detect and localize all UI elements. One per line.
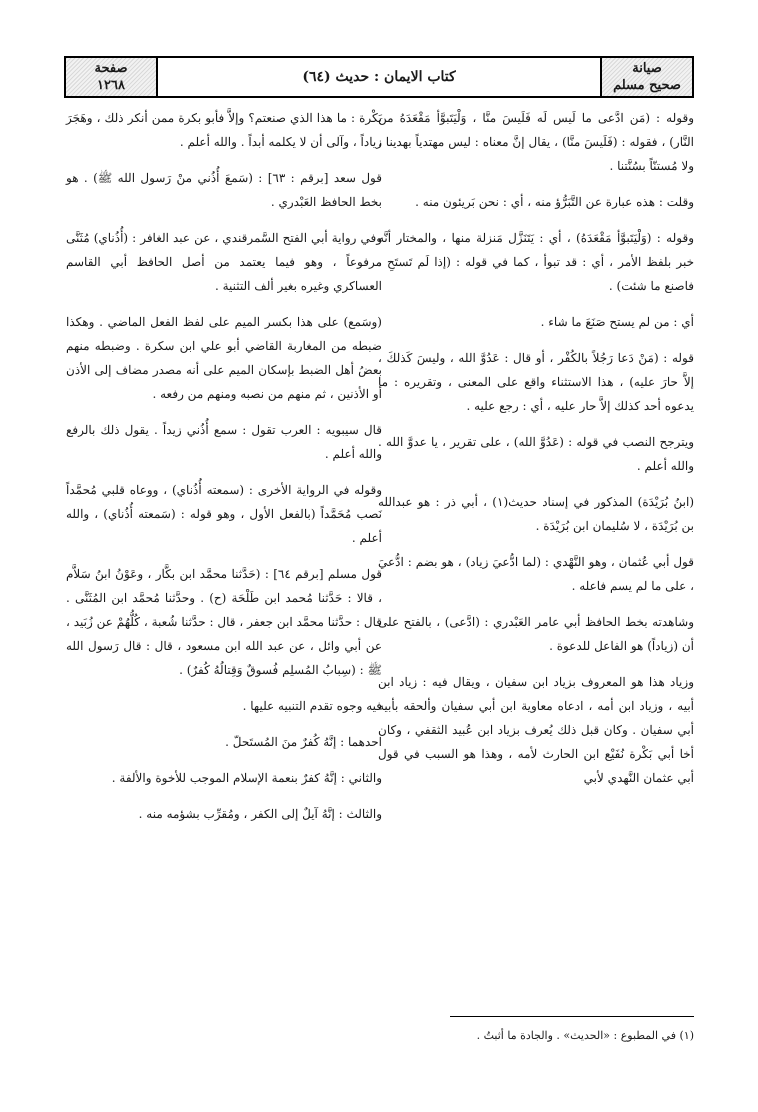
running-header <box>64 56 694 98</box>
paragraph: (وسَمع) على هذا بكسر الميم على لفظ الفعل الماضي . وهكذا ضبطه من المغاربة القاضي أبو علي ابن سكرة . وضبطه منهم بعضُ أهل الضبط بإسكان الميم على أنه مصدر مضاف إلى الأذن أو الأذنين ، ثم منهم من نصبه ومنهم من رفعه . <box>66 315 382 401</box>
chapter-title: كتاب الايمان : حديث (٦٤) <box>302 69 456 85</box>
paragraph: قول سعد [برقم : ٦٣] : (سَمعَ أُذُني منْ رَسول الله ﷺ) . هو بخط الحافظ العَبْدري . <box>66 171 382 209</box>
page-number-box <box>66 58 158 96</box>
paragraph: قول أبي عُثمان ، وهو النَّهْدي : (لما ادُّعيَ زياد) ، هو بضم : ادُّعيَ ، على ما لم يسم فاعله . <box>378 555 694 593</box>
paragraph: وقوله : (مَن ادَّعى ما لَيس لَه فَلَيسَ منَّا ، وَلْيَتَبوَّأ مَقْعَدَهُ من النَّار) ، فقوله : (فَلَيسَ منَّا) ، يقال إنَّ معناه : ليس مهتدياً بهدينا ، ولا مُستنّاً بسُنَّتنا . <box>378 111 694 173</box>
book-title-box <box>600 58 692 96</box>
paragraph: وشاهدته بخط الحافظ أبي عامر العَبْدري : (ادَّعى) ، بالفتح على أن (زياداً) هو الفاعل للدعوة . <box>378 615 694 653</box>
paragraph: أي : من لم يستح صَنَعَ ما شاء . <box>540 315 694 329</box>
paragraph: وزياد هذا هو المعروف بزياد ابن سفيان ، ويقال فيه : زياد ابن أبيه ، وزياد ابن أمه ، ادعاه معاوية ابن أبي سفيان وألحقه بأبيه أبي سفيان . وكان قبل ذلك يُعرف بزياد ابن عُبيد الثقفي ، وكان أخا أبي بَكْرة نُفَيْع ابن الحارث لأمه ، وهذا هو السبب في قول أبي عثمان النَّهدي لأبي <box>378 675 694 785</box>
left-column <box>66 106 382 838</box>
paragraph: وقوله في الرواية الأخرى : (سمعته أُذُناي) ، ووعاه قلبي مُحمَّداً نَصب مُحَمَّداً (بالفعل الأول ، وهو قوله : (سَمعته أُذُناي) ، والله أعلم . <box>66 483 382 545</box>
paragraph: فيه وجوه تقدم التنبيه عليها . <box>242 699 382 713</box>
book-title-line1: صيانة <box>632 61 662 76</box>
footnote-divider <box>450 1016 694 1017</box>
paragraph: بَكْرة : ما هذا الذي صنعتم؟ وإلاَّ فأبو بكرة ممن أنكر ذلك ، وهَجَرَ زياداً ، وآلى أن لا يكلمه أبداً . والله أعلم . <box>66 111 382 149</box>
paragraph: والثالث : إنَّهُ آيلٌ إلى الكفر ، ومُقرِّب بشؤمه منه . <box>138 807 382 821</box>
paragraph: قوله : (مَنْ دَعا رَجُلاً بالكُفْر ، أو قال : عَدُوَّ الله ، وليسَ كَذلكَ ، إلاَّ حارَ عليه) ، هذا الاستثناء واقع على المعنى ، وتقريره : ما يدعوه أحد كذلك إلاَّ حار عليه ، أي : رجع عليه . <box>378 351 694 413</box>
paragraph: احدهما : إنَّهُ كُفرٌ منَ المُستَحلّ . <box>225 735 382 749</box>
paragraph: ويترجح النصب في قوله : (عَدُوَّ الله) ، على تقرير ، يا عدوَّ الله . والله أعلم . <box>378 435 694 473</box>
paragraph: والثاني : إنَّهُ كفرٌ بنعمة الإسلام الموجب للأخوة والألفة . <box>111 771 382 785</box>
paragraph: قول مسلم [برقم ٦٤] : (حَدَّثنا محمَّد ابن بكَّار ، وعَوْنُ ابنُ سَلاَّم ، قالا : حَدَّثنا مُحمد ابن طَلْحَة (ح) . وحدَّثنا مُحمَّد ابن المُثَنَّى . قال : حدَّثنا محمَّد ابن جعفر ، قال : حدَّثنا شُعبة ، كُلُّهُمْ عن زُبَيد ، عن أبي وائل ، عن عبد الله ابن مسعود ، قال : قال رَسول الله ﷺ : (سِبابُ المُسلِم فُسوقٌ وَقِتالُهُ كُفرٌ) . <box>66 567 383 677</box>
paragraph: قال سيبويه : العرب تقول : سمع أُذُني زيداً . يقول ذلك بالرفع والله أعلم . <box>66 423 382 461</box>
paragraph: وقلت : هذه عبارة عن التَّبَرُّؤ منه ، أي : نحن بَريئون منه . <box>415 195 694 209</box>
paragraph: وقوله : (وَلْيَتَبوَّأ مَقْعَدَهُ) ، أي : يَتَنَزَّل مَنزلة منها ، والمختار أنَّه خبر بلفظ الأمر ، أي : قد تبوأ ، كما في قوله : (إذا لَم تَستَحِ ، فاصنع ما شئت) . <box>378 231 694 293</box>
page-number: ١٢٦٨ <box>97 78 125 93</box>
paragraph: (ابنُ بُرَيْدَة) المذكور في إسناد حديث(١) ، أبي ذر : هو عبدالله بن بُرَيْدَة ، لا سُليمان ابن بُرَيْدَة . <box>378 495 694 533</box>
page-label: صفحة <box>94 61 128 76</box>
book-title-line2: صحيح مسلم <box>613 78 681 93</box>
paragraph: وفي رواية أبي الفتح السَّمرقندي ، عن عبد الغافر : (أُذُناي) مُثَنَّى مرفوعاً ، وهو فيما يعتمد من أصل الحافظ أبي القاسم العساكري وغيره بغير ألف التثنية . <box>66 231 382 293</box>
footnote: (١) في المطبوع : «الحديث» . والجادة ما أثبتُ . <box>476 1029 694 1042</box>
right-column <box>378 106 694 802</box>
